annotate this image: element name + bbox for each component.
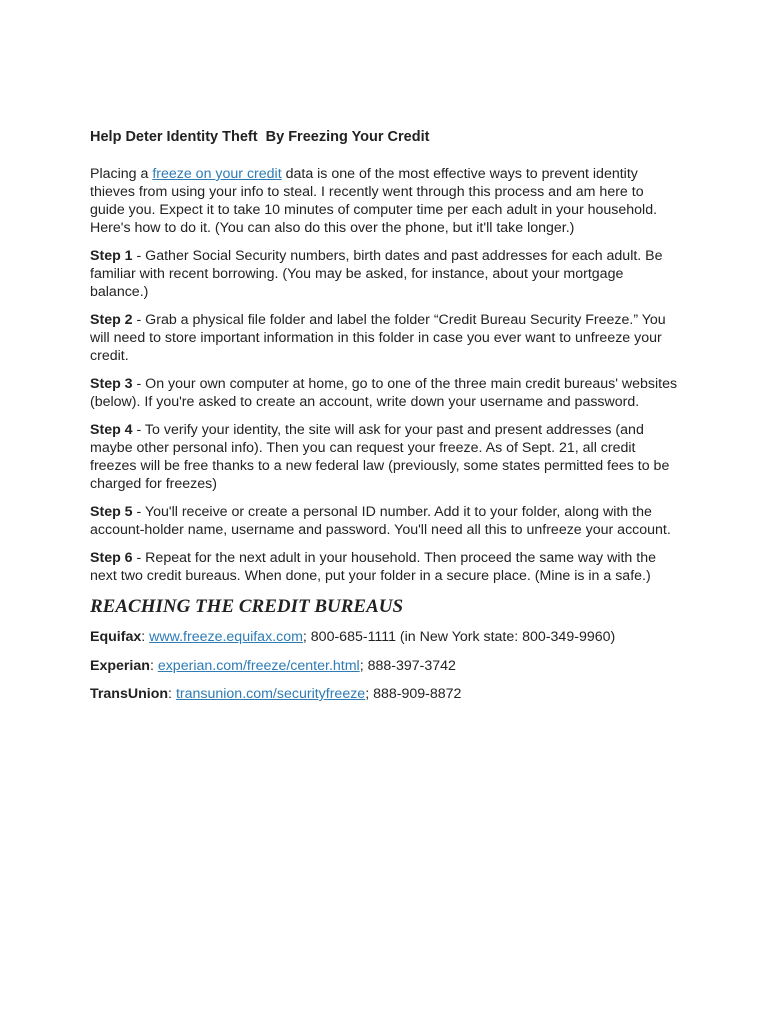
- bureau-separator: :: [168, 686, 176, 702]
- step-3-paragraph: [90, 375, 682, 411]
- step-3-text: - On your own computer at home, go to one of the three main credit bureaus' websites (below). If you're asked to create an account, write down your username and password.: [90, 376, 678, 410]
- step-6-label: Step 6: [90, 550, 133, 566]
- document-page: [90, 128, 682, 714]
- step-2-paragraph: [90, 311, 682, 365]
- bureau-name: Experian: [90, 657, 150, 674]
- step-5-text: - You'll receive or create a personal ID number. Add it to your folder, along with the account-holder name, username and password. You'll need all this to unfreeze your account.: [90, 504, 671, 538]
- bureau-name: Equifax: [90, 629, 142, 645]
- experian-link[interactable]: experian.com/freeze/center.html: [157, 657, 360, 674]
- step-5-label: Step 5: [90, 504, 133, 520]
- intro-text-rest: data is one of the most effective ways to prevent identity thieves from using your info to steal. I recently went through this process and am here to guide you. Expect it to take 10 minutes of computer time per each adult in your household. Here's how to do it. (You can also do this over the phone, but it'll take longer.): [90, 166, 658, 236]
- section-heading: REACHING THE CREDIT BUREAUS: [90, 596, 404, 617]
- step-1-paragraph: [90, 247, 682, 301]
- transunion-link[interactable]: transunion.com/securityfreeze: [175, 686, 366, 702]
- step-1-text: - Gather Social Security numbers, birth dates and past addresses for each adult. Be familiar with recent borrowing. (You may be asked, for instance, about your mortgage balance.): [90, 248, 663, 300]
- step-4-paragraph: [90, 421, 682, 493]
- bureau-separator: :: [141, 629, 150, 645]
- bureau-details: ; 800-685-1111 (in New York state: 800-349-9960): [302, 629, 616, 645]
- equifax-link[interactable]: www.freeze.equifax.com: [149, 629, 303, 645]
- step-6-text: - Repeat for the next adult in your household. Then proceed the same way with the next two credit bureaus. When done, put your folder in a secure place. (Mine is in a safe.): [90, 550, 656, 584]
- step-6-paragraph: [90, 549, 682, 585]
- bureau-details: ; 888-397-3742: [359, 657, 456, 674]
- step-4-text: - To verify your identity, the site will ask for your past and present addresses (and maybe other personal info). Then you can request your freeze. As of Sept. 21, all credit freezes will be free thanks to a new federal law (previously, some states permitted fees to be charged for freezes): [90, 422, 670, 492]
- intro-paragraph: [90, 165, 682, 237]
- step-5-paragraph: [90, 503, 682, 539]
- step-3-label: Step 3: [90, 376, 133, 392]
- bureau-details: ; 888-909-8872: [365, 686, 462, 702]
- step-2-text: - Grab a physical file folder and label the folder “Credit Bureau Security Freeze.” You will need to store important information in this folder in case you ever want to unfreeze your credit.: [90, 312, 666, 364]
- step-4-label: Step 4: [90, 422, 133, 438]
- freeze-credit-link[interactable]: freeze on your credit: [152, 166, 282, 182]
- document-title: Help Deter Identity Theft By Freezing Your Credit: [90, 129, 430, 145]
- bureau-name: TransUnion: [90, 686, 169, 702]
- bureau-separator: :: [149, 657, 158, 674]
- bureau-equifax: [90, 628, 682, 646]
- bureau-experian: [90, 657, 682, 675]
- step-1-label: Step 1: [90, 248, 133, 264]
- step-2-label: Step 2: [90, 312, 133, 328]
- bureau-transunion: [90, 685, 682, 703]
- intro-text-start: Placing a: [90, 166, 153, 182]
